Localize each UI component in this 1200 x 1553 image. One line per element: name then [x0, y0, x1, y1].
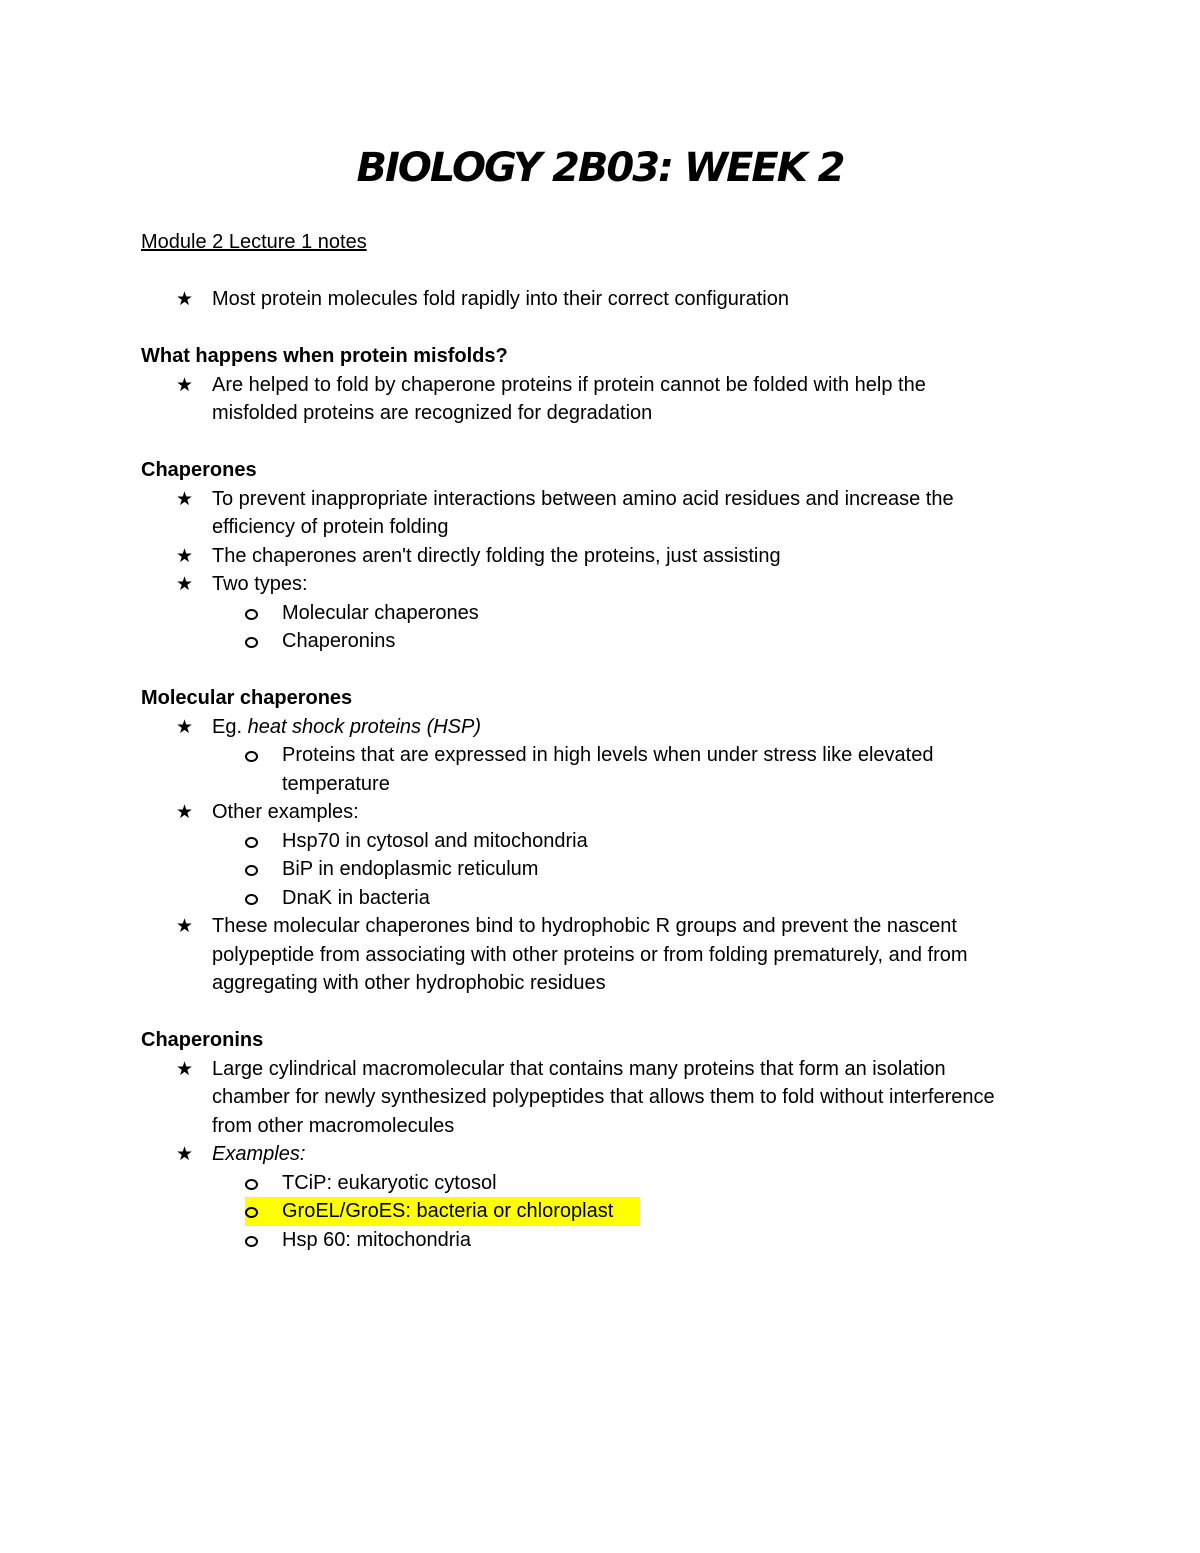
- circle-bullet-icon: [245, 894, 258, 905]
- item-text: polypeptide from associating with other proteins or from folding prematurely, and from: [212, 943, 968, 966]
- item-text: Are helped to fold by chaperone proteins if protein cannot be folded with help the: [212, 373, 926, 396]
- list-item-continuation: [141, 399, 1071, 428]
- page-title: BIOLOGY 2B03: WEEK 2: [356, 145, 844, 191]
- item-text: Molecular chaperones: [282, 601, 479, 624]
- sub-list-item-continuation: [141, 770, 1071, 799]
- circle-bullet-icon: [245, 1179, 258, 1190]
- star-bullet-icon: ★: [176, 373, 194, 396]
- section-heading: Chaperones: [141, 459, 257, 481]
- list-item-continuation: [141, 941, 1071, 970]
- sub-list-item: [141, 827, 1071, 856]
- circle-bullet-icon: [245, 751, 258, 762]
- circle-bullet-icon: [245, 609, 258, 620]
- list-item: [141, 798, 1071, 827]
- star-bullet-icon: ★: [176, 487, 194, 510]
- circle-bullet-icon: [245, 1207, 258, 1218]
- list-item: [141, 912, 1071, 941]
- highlighted-text: GroEL/GroES: bacteria or chloroplast: [282, 1200, 614, 1222]
- list-item: [141, 542, 1071, 571]
- item-text-prefix: Eg.: [212, 715, 248, 738]
- star-bullet-icon: ★: [176, 544, 194, 567]
- item-text: chamber for newly synthesized polypeptides that allows them to fold without interference: [212, 1086, 995, 1108]
- item-text: Hsp 60: mitochondria: [282, 1228, 471, 1251]
- list-item: [141, 1055, 1071, 1084]
- item-text: Most protein molecules fold rapidly into their correct configuration: [212, 288, 789, 310]
- item-text: To prevent inappropriate interactions between amino acid residues and increase the: [212, 487, 954, 510]
- circle-bullet-icon: [245, 1236, 258, 1247]
- item-text: TCiP: eukaryotic cytosol: [282, 1171, 497, 1194]
- list-item: [141, 485, 1071, 514]
- sub-list-item: [141, 741, 1071, 770]
- list-item: [141, 285, 1071, 314]
- sub-list-item: [141, 1169, 1071, 1198]
- star-bullet-icon: ★: [176, 288, 194, 310]
- star-bullet-icon: ★: [176, 573, 194, 595]
- list-item: [141, 570, 1071, 599]
- list-item-continuation: [141, 969, 1071, 998]
- item-text: Hsp70 in cytosol and mitochondria: [282, 829, 588, 852]
- circle-bullet-icon: [245, 865, 258, 876]
- section-heading: What happens when protein misfolds?: [141, 345, 508, 367]
- star-bullet-icon: ★: [176, 715, 194, 738]
- subtitle: Module 2 Lecture 1 notes: [141, 231, 367, 253]
- sub-list-item: [141, 1226, 1071, 1255]
- item-text-italic: heat shock proteins (HSP): [247, 715, 482, 738]
- section-heading: Chaperonins: [141, 1029, 264, 1051]
- item-text: DnaK in bacteria: [282, 886, 430, 909]
- item-text: Chaperonins: [282, 630, 396, 652]
- star-bullet-icon: ★: [176, 915, 194, 937]
- item-text: Two types:: [212, 573, 308, 595]
- list-item: [141, 1140, 1071, 1169]
- sub-list-item: [141, 599, 1071, 628]
- sub-list-item: [141, 627, 1071, 656]
- item-text: misfolded proteins are recognized for degradation: [212, 402, 653, 424]
- list-item-continuation: [141, 513, 1071, 542]
- sub-list-item: [141, 855, 1071, 884]
- list-item-continuation: [141, 1112, 1071, 1141]
- item-text: from other macromolecules: [212, 1114, 455, 1137]
- sub-list-item-highlighted: [141, 1197, 1071, 1226]
- document-body: [141, 228, 1071, 1254]
- item-text: efficiency of protein folding: [212, 516, 449, 538]
- item-text: Large cylindrical macromolecular that contains many proteins that form an isolation: [212, 1057, 946, 1080]
- sub-list-item: [141, 884, 1071, 913]
- item-text: temperature: [282, 772, 390, 795]
- section-heading: Molecular chaperones: [141, 687, 353, 709]
- item-text: Examples:: [212, 1143, 306, 1165]
- item-text: BiP in endoplasmic reticulum: [282, 858, 539, 880]
- star-bullet-icon: ★: [176, 801, 194, 823]
- item-text: aggregating with other hydrophobic residues: [212, 972, 606, 994]
- item-text: Other examples:: [212, 801, 359, 823]
- list-item-continuation: [141, 1083, 1071, 1112]
- star-bullet-icon: ★: [176, 1143, 194, 1165]
- item-text: Proteins that are expressed in high levels when under stress like elevated: [282, 744, 934, 766]
- star-bullet-icon: ★: [176, 1057, 194, 1080]
- item-text: The chaperones aren't directly folding the proteins, just assisting: [212, 544, 781, 567]
- circle-bullet-icon: [245, 637, 258, 648]
- list-item: [141, 371, 1071, 400]
- item-text: These molecular chaperones bind to hydrophobic R groups and prevent the nascent: [212, 915, 957, 937]
- list-item: [141, 713, 1071, 742]
- circle-bullet-icon: [245, 837, 258, 848]
